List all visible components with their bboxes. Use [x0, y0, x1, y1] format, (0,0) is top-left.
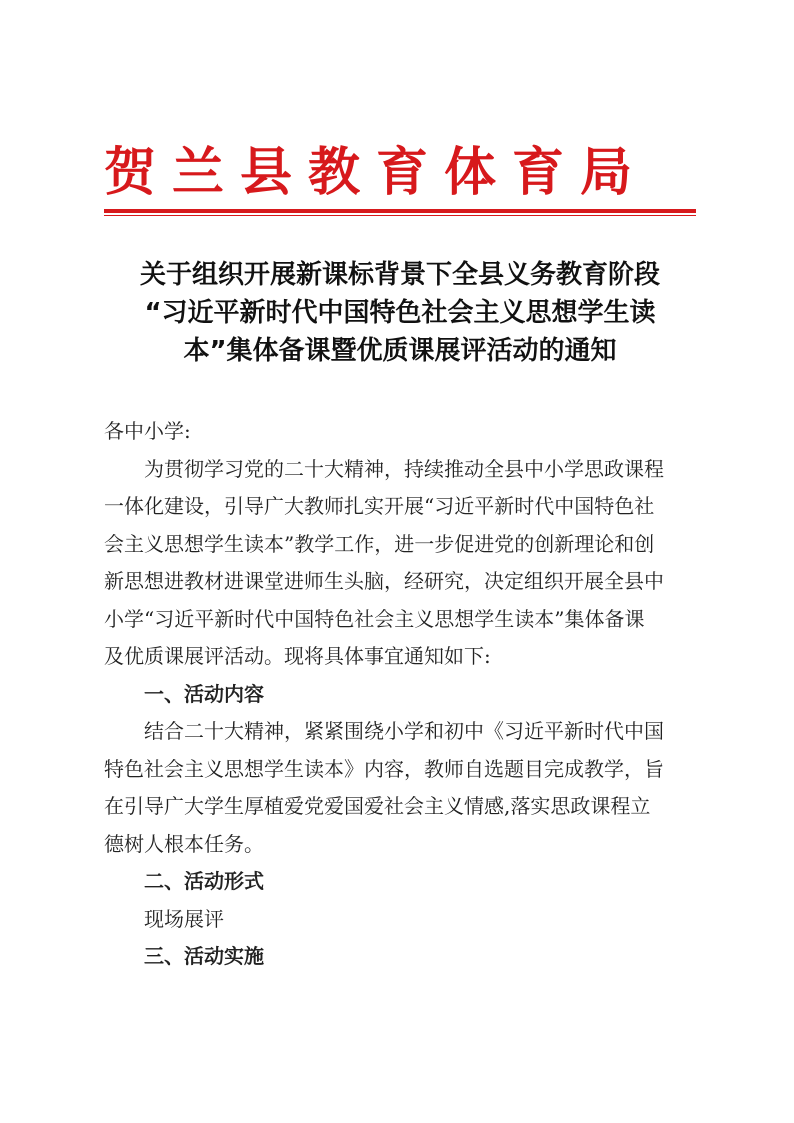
paragraph-line: 及优质课展评活动。现将具体事宜通知如下: [104, 644, 491, 668]
section-heading-implementation: 三、活动实施 [144, 944, 264, 968]
intro-paragraph [104, 451, 696, 676]
paragraph-line: 特色社会主义思想学生读本》内容，教师自选题目完成教学，旨 [104, 756, 664, 781]
section2-text: 现场展评 [144, 906, 224, 931]
paragraph-line: 小学“习近平新时代中国特色社会主义思想学生读本”集体备课 [104, 606, 645, 631]
masthead-red-rule-thin [104, 215, 696, 216]
paragraph-line: 会主义思想学生读本”教学工作，进一步促进党的创新理论和创 [104, 531, 655, 556]
paragraph-line: 为贯彻学习党的二十大精神，持续推动全县中小学思政课程 [144, 456, 664, 481]
document-title-line: 关于组织开展新课标背景下全县义务教育阶段 [139, 260, 660, 290]
document-title [104, 256, 696, 370]
paragraph-line: 一体化建设，引导广大教师扎实开展“习近平新时代中国特色社 [104, 494, 655, 518]
section-heading-content: 一、活动内容 [144, 681, 264, 706]
document-body [104, 413, 696, 976]
masthead-red-rule [104, 209, 696, 213]
section-heading-form: 二、活动形式 [144, 869, 264, 893]
document-title-line: 本”集体备课暨优质课展评活动的通知 [183, 336, 617, 366]
masthead-title: 贺兰县教育体育局 [104, 142, 649, 203]
paragraph-line: 德树人根本任务。 [104, 831, 264, 856]
section1-paragraph [104, 713, 696, 863]
paragraph-line: 结合二十大精神，紧紧围绕小学和初中《习近平新时代中国 [144, 719, 664, 743]
salutation: 各中小学: [104, 419, 191, 443]
document-title-line: “习近平新时代中国特色社会主义思想学生读 [144, 298, 656, 328]
paragraph-line: 在引导广大学生厚植爱党爱国爱社会主义情感,落实思政课程立 [104, 794, 651, 818]
paragraph-line: 新思想进教材进课堂进师生头脑，经研究，决定组织开展全县中 [104, 569, 664, 593]
